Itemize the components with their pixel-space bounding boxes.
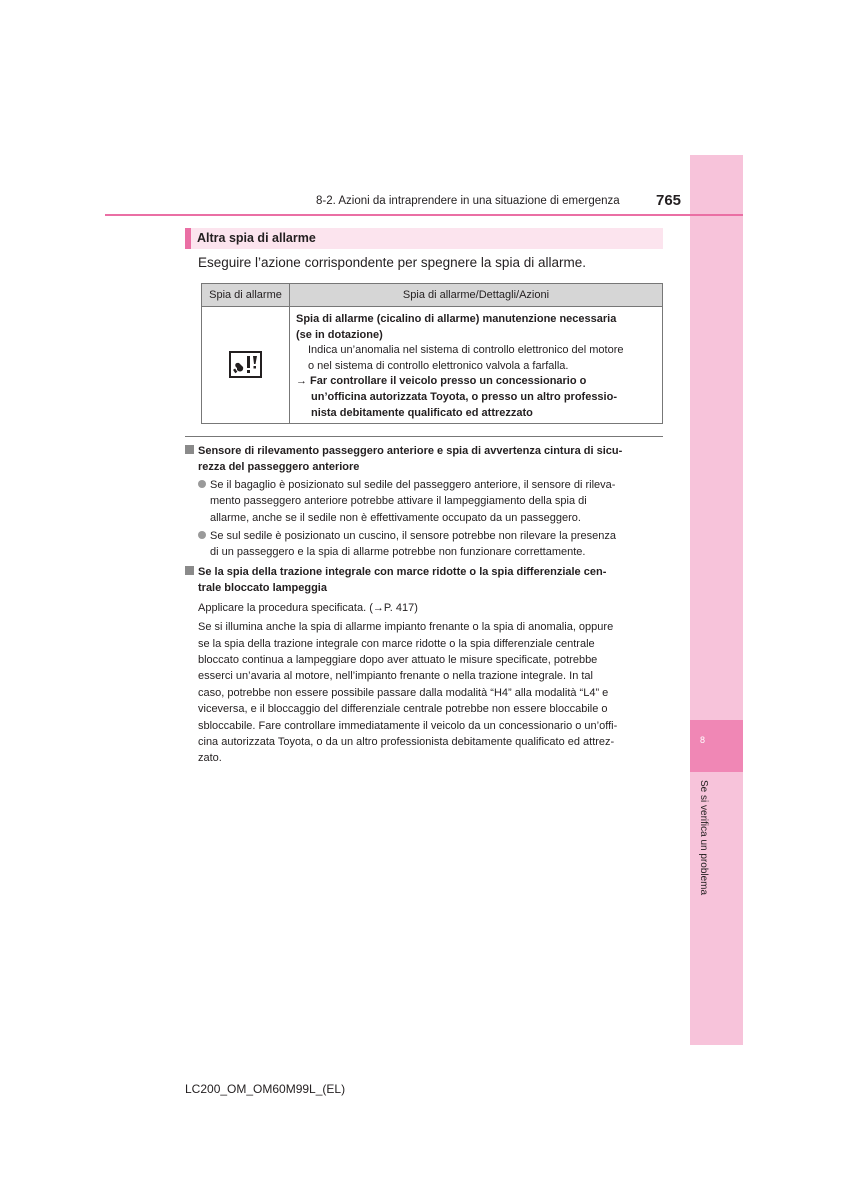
topic-4wd-light: [185, 564, 663, 767]
table-row-details: [296, 312, 656, 421]
paragraph-line: se la spia della trazione integrale con marce ridotte o la spia differenziale centrale: [198, 637, 595, 650]
maintenance-warning-icon: [229, 351, 262, 378]
bullet-line: di un passeggero e la spia di allarme potrebbe non funzionare correttamente.: [210, 546, 586, 559]
footer-code: LC200_OM_OM60M99L_(EL): [185, 1082, 346, 1096]
page-number: 765: [656, 192, 682, 209]
table-column-divider: [289, 284, 290, 423]
paragraph-line: viceversa, e il bloccaggio del differenziale centrale potrebbe non essere bloccabile o: [198, 703, 608, 716]
bullet-line: mento passeggero anteriore potrebbe attivare il lampeggiamento della spia di: [210, 495, 587, 508]
light-detail-line: o nel sistema di controllo elettronico valvola a farfalla.: [308, 359, 569, 372]
light-name-line: Spia di allarme (cicalino di allarme) manutenzione necessaria: [296, 313, 617, 325]
chapter-side-tab: [690, 155, 743, 1045]
warning-light-table: [201, 283, 663, 424]
section-divider: [185, 436, 663, 437]
circle-bullet-icon: [198, 531, 206, 539]
light-action-line: nista debitamente qualificato ed attrezzato: [311, 406, 533, 419]
paragraph-line: cina autorizzata Toyota, o da un altro professionista debitamente qualificato ed attrez-: [198, 736, 615, 749]
bullet-line: allarme, anche se il sedile non è effettivamente occupato da un passeggero.: [210, 511, 581, 524]
light-name-line: (se in dotazione): [296, 328, 383, 341]
paragraph-line: esserci un’avaria al motore, nell’impianto frenante o nella trazione integrale. In tal: [198, 670, 593, 683]
paragraph: Applicare la procedura specificata. (→P. 417): [198, 601, 418, 614]
section-title: Altra spia di allarme: [197, 231, 316, 245]
bullet-line: Se il bagaglio è posizionato sul sedile del passeggero anteriore, il sensore di rileva-: [185, 477, 663, 493]
topic-passenger-sensor: [185, 443, 663, 561]
topic-heading: Se la spia della trazione integrale con marce ridotte o la spia differenziale cen-: [185, 564, 663, 580]
table-header-light: Spia di allarme: [209, 289, 282, 301]
table-header-row: [202, 284, 662, 307]
section-intro: Eseguire l’azione corrispondente per spegnere la spia di allarme.: [198, 255, 586, 270]
paragraph-line: zato.: [198, 752, 222, 765]
chapter-label: Se si verifica un problema: [698, 780, 709, 896]
paragraph-line: sbloccabile. Fare controllare immediatamente il veicolo da un concessionario o un’offi-: [198, 719, 618, 732]
header-section-title: 8-2. Azioni da intraprendere in una situazione di emergenza: [316, 195, 620, 207]
light-action-line: → Far controllare il veicolo presso un concessionario o: [296, 375, 587, 388]
topic-heading-cont: rezza del passeggero anteriore: [198, 461, 360, 474]
paragraph-line: caso, potrebbe non essere possibile passare dalla modalità “H4” alla modalità “L4” e: [198, 686, 609, 699]
paragraph-line: bloccato continua a lampeggiare dopo aver attuato le misure specificate, potrebbe: [198, 654, 598, 667]
light-action-line: un’officina autorizzata Toyota, o presso un altro professio-: [311, 390, 617, 403]
chapter-number: 8: [700, 735, 706, 745]
square-bullet-icon: [185, 566, 194, 575]
bullet-line: Se sul sedile è posizionato un cuscino, il sensore potrebbe non rilevare la presenza: [185, 528, 663, 544]
paragraph-line: Se si illumina anche la spia di allarme impianto frenante o la spia di anomalia, oppure: [198, 621, 614, 634]
circle-bullet-icon: [198, 480, 206, 488]
table-header-details: Spia di allarme/Dettagli/Azioni: [402, 289, 550, 301]
header-rule: [105, 214, 743, 216]
section-title-accent: [185, 228, 191, 249]
topic-heading-cont: trale bloccato lampeggia: [198, 582, 327, 595]
topic-heading: Sensore di rilevamento passeggero anteriore e spia di avvertenza cintura di sicu-: [185, 443, 663, 459]
light-detail-line: Indica un’anomalia nel sistema di controllo elettronico del motore: [308, 344, 624, 357]
chapter-number-tab: [690, 720, 743, 772]
square-bullet-icon: [185, 445, 194, 454]
paragraph: [185, 619, 663, 767]
